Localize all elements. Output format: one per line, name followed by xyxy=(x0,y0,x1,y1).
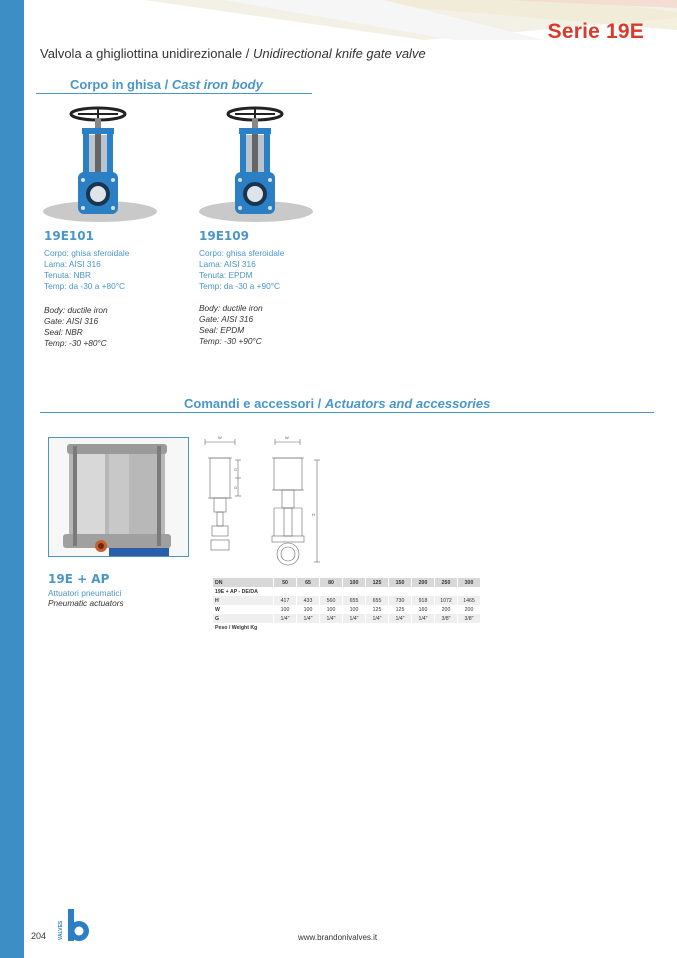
section-acc-it: Comandi e accessori xyxy=(184,396,315,411)
table-cell: 125 xyxy=(366,605,389,614)
section-acc-en: Actuators and accessories xyxy=(324,396,491,411)
spec-line: Seal: NBR xyxy=(44,327,83,337)
knife-gate-valve-image xyxy=(225,100,285,218)
table-header-cell: DN xyxy=(213,578,274,587)
spec-line: Temp: da -30 a +80°C xyxy=(44,281,126,291)
table-header-cell: 50 xyxy=(274,578,297,587)
table-cell: 1/4" xyxy=(320,614,343,623)
title-separator: / xyxy=(242,46,253,61)
title-en: Unidirectional knife gate valve xyxy=(252,46,426,61)
table-cell xyxy=(458,623,481,632)
table-row-label: G xyxy=(213,614,274,623)
table-cell: 1/4" xyxy=(274,614,297,623)
spec-line: Body: ductile iron xyxy=(199,303,263,313)
section-acc-sep: / xyxy=(314,396,325,411)
table-row xyxy=(213,605,481,614)
spec-line: Gate: AISI 316 xyxy=(44,316,99,326)
table-cell: 1/4" xyxy=(343,614,366,623)
actuator-photo xyxy=(48,437,189,557)
section-body-sep: / xyxy=(161,77,172,92)
table-cell xyxy=(412,623,435,632)
page-number: 204 xyxy=(31,931,47,941)
table-cell xyxy=(343,623,366,632)
spec-line: Lama: AISI 316 xyxy=(44,259,101,269)
table-cell: 3/8" xyxy=(458,614,481,623)
dimension-table xyxy=(213,578,481,632)
dim-h-label: H xyxy=(312,512,315,517)
table-header-cell: 200 xyxy=(412,578,435,587)
table-row-label: W xyxy=(213,605,274,614)
spec-line: Gate: AISI 316 xyxy=(199,314,254,324)
table-subheader: 19E + AP - DE/DA xyxy=(213,587,274,596)
product-specs-en xyxy=(44,305,108,349)
table-cell: 1/4" xyxy=(366,614,389,623)
dim-g-label: G xyxy=(234,467,238,472)
table-cell: 100 xyxy=(297,605,320,614)
footer-url: www.brandonivalves.it xyxy=(298,933,378,942)
product-specs-it xyxy=(44,248,129,292)
table-cell: 560 xyxy=(320,596,343,605)
section-body-en: Cast iron body xyxy=(171,77,263,92)
table-cell: 655 xyxy=(366,596,389,605)
table-cell: 417 xyxy=(274,596,297,605)
table-header-cell: 250 xyxy=(435,578,458,587)
dim-w-label: W xyxy=(218,435,222,440)
spec-line: Temp: -30 +80°C xyxy=(44,338,107,348)
table-cell: 730 xyxy=(389,596,412,605)
table-row-label: Peso / Weight Kg xyxy=(213,623,274,632)
table-cell: 1465 xyxy=(458,596,481,605)
section-body-it: Corpo in ghisa xyxy=(70,77,161,92)
dimension-drawing xyxy=(200,430,330,570)
spec-line: Tenuta: NBR xyxy=(44,270,92,280)
table-header-row xyxy=(213,578,481,587)
title-it: Valvola a ghigliottina unidirezionale xyxy=(40,46,243,61)
table-cell: 1/4" xyxy=(389,614,412,623)
table-header-cell: 80 xyxy=(320,578,343,587)
product-specs-en xyxy=(199,303,263,347)
spec-line: Temp: -30 +90°C xyxy=(199,336,262,346)
spec-line: Seal: EPDM xyxy=(199,325,245,335)
spec-line: Tenuta: EPDM xyxy=(199,270,253,280)
table-cell xyxy=(389,623,412,632)
table-row xyxy=(213,596,481,605)
table-cell: 200 xyxy=(458,605,481,614)
actuator-desc-en: Pneumatic actuators xyxy=(48,598,124,608)
table-header-cell: 150 xyxy=(389,578,412,587)
dim-g-label: G xyxy=(234,485,238,490)
table-cell: 3/8" xyxy=(435,614,458,623)
dim-w-label: W xyxy=(285,435,289,440)
brandoni-logo-icon xyxy=(58,907,92,943)
table-cell: 125 xyxy=(389,605,412,614)
table-cell: 1/4" xyxy=(412,614,435,623)
table-cell: 655 xyxy=(343,596,366,605)
product-specs-it xyxy=(199,248,284,292)
table-cell: 1/4" xyxy=(297,614,320,623)
actuator-code: 19E + AP xyxy=(48,572,110,586)
table-header-cell: 65 xyxy=(297,578,320,587)
actuator-desc-it: Attuatori pneumatici xyxy=(48,588,122,598)
table-cell xyxy=(320,623,343,632)
series-title: Serie 19E xyxy=(547,20,644,43)
table-cell: 918 xyxy=(412,596,435,605)
spec-line: Corpo: ghisa sferoidale xyxy=(44,248,130,258)
table-cell: 160 xyxy=(412,605,435,614)
table-row xyxy=(213,623,481,632)
spec-line: Lama: AISI 316 xyxy=(199,259,256,269)
sidebar-band xyxy=(0,0,24,958)
table-row-label: H xyxy=(213,596,274,605)
table-header-cell: 300 xyxy=(458,578,481,587)
section-heading-accessories xyxy=(184,396,490,411)
spec-line: Temp: da -30 a +90°C xyxy=(199,281,281,291)
spec-line: Corpo: ghisa sferoidale xyxy=(199,248,285,258)
table-subheader-row xyxy=(213,587,481,596)
table-cell: 100 xyxy=(343,605,366,614)
table-cell xyxy=(435,623,458,632)
product-code: 19E101 xyxy=(44,229,94,243)
table-cell: 433 xyxy=(297,596,320,605)
table-header-cell: 100 xyxy=(343,578,366,587)
table-header-cell: 125 xyxy=(366,578,389,587)
table-cell xyxy=(274,623,297,632)
logo-text: VALVES xyxy=(58,920,64,940)
table-cell: 1072 xyxy=(435,596,458,605)
product-code: 19E109 xyxy=(199,229,249,243)
table-cell: 100 xyxy=(274,605,297,614)
table-cell: 100 xyxy=(320,605,343,614)
table-cell xyxy=(366,623,389,632)
table-cell: 200 xyxy=(435,605,458,614)
section-heading-body xyxy=(70,77,263,92)
table-cell xyxy=(297,623,320,632)
section-rule-accessories xyxy=(40,412,654,413)
section-rule-body xyxy=(36,93,312,94)
table-row xyxy=(213,614,481,623)
knife-gate-valve-image xyxy=(68,100,128,218)
spec-line: Body: ductile iron xyxy=(44,305,108,315)
page-title xyxy=(40,46,426,61)
